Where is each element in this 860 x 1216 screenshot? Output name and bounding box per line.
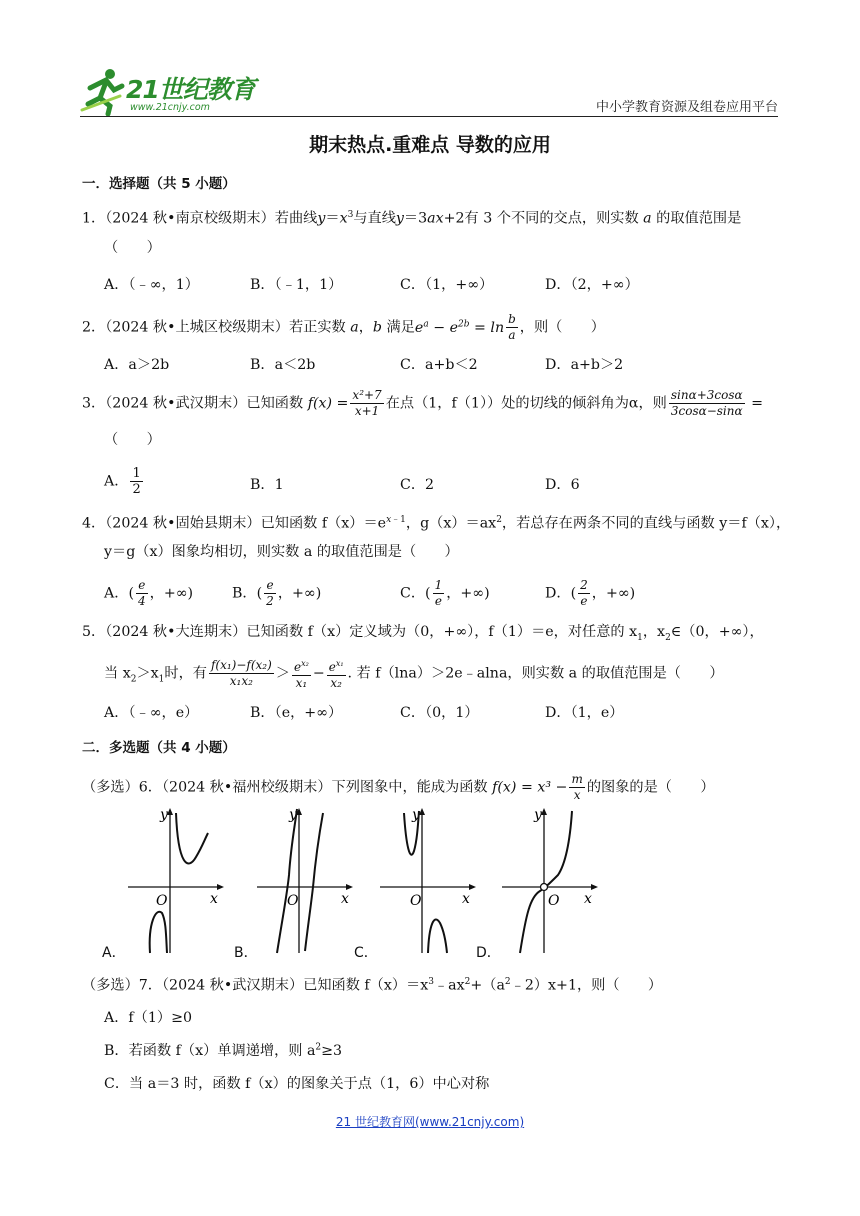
logo-url-text: www.21cnjy.com	[130, 102, 210, 113]
q3-option-d[interactable]: D．6	[545, 477, 580, 493]
logo	[80, 66, 260, 120]
q4-option-c[interactable]: C．( $\frac{1}{e}$ ，+∞)	[400, 578, 490, 608]
q3-option-c[interactable]: C．2	[400, 477, 435, 493]
svg-text:O: O	[156, 893, 168, 909]
svg-text:x: x	[341, 891, 349, 907]
question-5-line-2: 当 $x_2>x_1$时，有 $\frac{\text{f(x₁)−f(x₂)}}{\text{x₁x₂}}$ ＞ $\frac{e^{x_2}}{\text{x₁}}$ − $\frac{e^{x_1}}{\text{x₂}}$ . 若 f（lna）＞2e﹣alna，则实数 a 的取值范围是（ ）	[104, 658, 724, 690]
q2-option-c[interactable]: C．a+b＜2	[400, 357, 478, 373]
graph-c	[378, 805, 478, 955]
graph-b-label[interactable]: B．	[234, 945, 258, 961]
graph-d	[500, 805, 600, 955]
q7-option-c[interactable]: C．当 a＝3 时，函数 f（x）的图象关于点（1，6）中心对称	[104, 1076, 490, 1092]
logo-main-text: 21世纪教育	[126, 75, 255, 104]
svg-text:y: y	[289, 807, 297, 823]
page-title: 期末热点.重难点 导数的应用	[309, 134, 551, 156]
q7-option-b[interactable]: B．若函数 f（x）单调递增，则 $a^2\ge 3$	[104, 1042, 343, 1059]
q1-option-d[interactable]: D．（2，+∞）	[545, 277, 639, 293]
question-4-line-1: 4．（2024 秋•固始县期末）已知函数 $f(x)=e^{x﹣1}$，$g(x)=ax^2$，若总存在两条不同的直线与函数 y＝f（x），	[82, 515, 791, 532]
svg-text:x: x	[584, 891, 592, 907]
graph-c-label[interactable]: C．	[354, 945, 378, 961]
q5-option-d[interactable]: D．（1，e）	[545, 705, 624, 721]
runner-logo-icon	[80, 66, 126, 116]
question-7: （多选）7．（2024 秋•武汉期末）已知函数 $f(x)=x^3﹣ax^2+(a^2﹣2)x+1$，则（ ）	[82, 977, 663, 994]
header-divider	[80, 116, 778, 117]
question-5-line-1: 5．（2024 秋•大连期末）已知函数 f（x）定义域为（0，+∞），f（1）＝e，对任意的 $x_1$，$x_2\in(0$，+∞），	[82, 624, 764, 643]
q4-option-b[interactable]: B．( $\frac{e}{2}$ ，+∞)	[232, 578, 322, 608]
svg-text:O: O	[287, 893, 299, 909]
graph-d-label[interactable]: D．	[476, 945, 501, 961]
q2-option-d[interactable]: D．a+b＞2	[545, 357, 624, 373]
q4-option-d[interactable]: D．( $\frac{2}{e}$ ，+∞)	[545, 578, 636, 608]
question-4-line-2: y＝g（x）图象均相切，则实数 a 的取值范围是（ ）	[104, 544, 459, 560]
q1-option-b[interactable]: B．（﹣1，1）	[250, 277, 343, 293]
platform-name: 中小学教育资源及组卷应用平台	[595, 100, 778, 115]
svg-text:O: O	[410, 893, 422, 909]
svg-text:y: y	[534, 807, 542, 823]
question-2: 2．（2024 秋•上城区校级期末）若正实数 a，b 满足$e^a - e^{2b} = \ln$ $\frac{b}{a}$ ，则（ ）	[82, 312, 605, 342]
question-1-paren: （ ）	[104, 240, 161, 256]
graph-a	[126, 805, 226, 955]
svg-text:y: y	[412, 807, 420, 823]
q5-option-c[interactable]: C．（0，1）	[400, 705, 479, 721]
graph-a-label[interactable]: A．	[102, 945, 126, 961]
question-3-paren: （ ）	[104, 432, 161, 448]
question-6: （多选）6．（2024 秋•福州校级期末）下列图象中，能成为函数 f(x) = x³ − $\frac{m}{x}$ 的图象的是（ ）	[82, 772, 715, 802]
section-heading-multi: 二．多选题（共 4 小题）	[82, 740, 236, 756]
question-1: 1．（2024 秋•南京校级期末）若曲线$y=x^3$与直线y＝3ax+2有 3 个不同的交点，则实数 a 的取值范围是	[82, 210, 742, 227]
svg-text:x: x	[210, 891, 218, 907]
section-heading-choice: 一．选择题（共 5 小题）	[82, 176, 236, 192]
q7-option-a[interactable]: A．f（1）≥0	[104, 1010, 193, 1026]
q1-option-c[interactable]: C．（1，+∞）	[400, 277, 494, 293]
q2-option-b[interactable]: B．a＜2b	[250, 357, 316, 373]
q4-option-a[interactable]: A．( $\frac{e}{4}$ ，+∞)	[104, 578, 194, 608]
graph-b	[255, 805, 355, 955]
q3-option-b[interactable]: B．1	[250, 477, 284, 493]
footer-link[interactable]: 21 世纪教育网(www.21cnjy.com)	[335, 1115, 525, 1129]
q1-option-a[interactable]: A．（﹣∞，1）	[104, 277, 199, 293]
svg-text:O: O	[548, 893, 560, 909]
q5-option-a[interactable]: A．（﹣∞，e）	[104, 705, 199, 721]
svg-text:x: x	[462, 891, 470, 907]
q2-option-a[interactable]: A．a＞2b	[104, 357, 170, 373]
q5-option-b[interactable]: B．（e，+∞）	[250, 705, 343, 721]
svg-text:y: y	[160, 807, 168, 823]
question-3: 3．（2024 秋•武汉期末）已知函数 f(x) = $\frac{\text{x²+7}}{x+1}$ 在点（1，f（1））处的切线的倾斜角为α，则 $\frac{\sin\alpha+3\cos\alpha}{3\cos\alpha-\sin\alpha}$ =	[82, 388, 764, 418]
q3-option-a[interactable]: A． $\frac{1}{2}$	[104, 466, 141, 497]
